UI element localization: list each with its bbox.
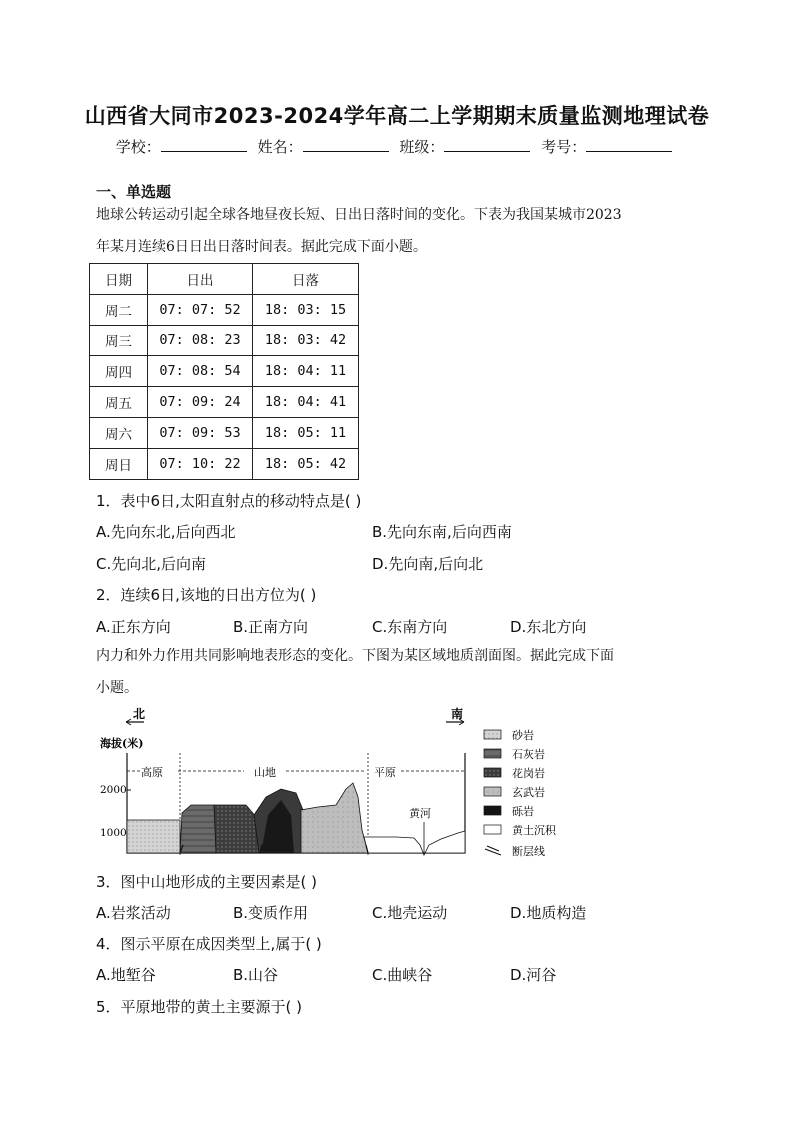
cell-sunset: 18: 04: 11 bbox=[253, 356, 359, 387]
q4-option-b[interactable]: B.山谷 bbox=[233, 966, 279, 984]
table-row bbox=[90, 294, 359, 325]
south-label: 南 bbox=[451, 707, 464, 721]
student-info-line bbox=[0, 136, 794, 157]
mountain-granite-block bbox=[214, 805, 261, 853]
cell-day: 周日 bbox=[90, 448, 148, 479]
intro-2-line-2: 小题。 bbox=[96, 680, 138, 696]
legend-granite: 花岗岩 bbox=[512, 767, 545, 780]
cell-day: 周四 bbox=[90, 356, 148, 387]
page-title: 山西省大同市2023-2024学年高二上学期期末质量监测地理试卷 bbox=[84, 104, 710, 128]
school-label: 学校： bbox=[115, 138, 161, 156]
q2-option-c[interactable]: C.东南方向 bbox=[372, 618, 448, 636]
q4-option-d[interactable]: D.河谷 bbox=[510, 966, 557, 984]
name-label: 姓名： bbox=[257, 138, 303, 156]
cell-day: 周六 bbox=[90, 417, 148, 448]
question-4-stem: 4．图示平原在成因类型上,属于( ) bbox=[96, 935, 322, 953]
q3-option-c[interactable]: C.地壳运动 bbox=[372, 904, 448, 922]
question-3-stem: 3．图中山地形成的主要因素是( ) bbox=[96, 873, 318, 891]
q1-option-d[interactable]: D.先向南,后向北 bbox=[372, 555, 484, 573]
table-row bbox=[90, 417, 359, 448]
cell-sunset: 18: 04: 41 bbox=[253, 387, 359, 418]
intro-1-line-2: 年某月连续6日日出日落时间表。据此完成下面小题。 bbox=[96, 239, 427, 255]
cell-sunset: 18: 03: 42 bbox=[253, 325, 359, 356]
class-label: 班级： bbox=[399, 138, 445, 156]
q1-option-b[interactable]: B.先向东南,后向西南 bbox=[372, 523, 512, 541]
intro-2-line-1: 内力和外力作用共同影响地表形态的变化。下图为某区域地质剖面图。据此完成下面 bbox=[96, 648, 614, 664]
header-date: 日期 bbox=[90, 264, 148, 295]
loess-plain bbox=[364, 831, 465, 855]
q2-option-b[interactable]: B.正南方向 bbox=[233, 618, 309, 636]
q4-option-c[interactable]: C.曲峡谷 bbox=[372, 966, 433, 984]
table-row bbox=[90, 448, 359, 479]
north-label: 北 bbox=[133, 707, 146, 721]
q1-option-c[interactable]: C.先向北,后向南 bbox=[96, 555, 207, 573]
cell-sunrise: 07: 07: 52 bbox=[148, 294, 253, 325]
table-row bbox=[90, 325, 359, 356]
legend-conglomerate: 砾岩 bbox=[512, 805, 534, 818]
table-header-row bbox=[90, 264, 359, 295]
legend-basalt: 玄武岩 bbox=[512, 786, 545, 799]
geology-cross-section bbox=[96, 705, 566, 865]
cell-day: 周三 bbox=[90, 325, 148, 356]
intro-paragraph-1 bbox=[96, 199, 704, 263]
class-blank[interactable] bbox=[444, 137, 530, 152]
zone-mountain-label: 山地 bbox=[254, 766, 276, 779]
legend-fault-line: 断层线 bbox=[512, 845, 545, 858]
question-2-stem: 2．连续6日,该地的日出方位为( ) bbox=[96, 586, 317, 604]
legend-sandstone: 砂岩 bbox=[512, 729, 534, 742]
zone-plateau-label: 高原 bbox=[141, 766, 163, 779]
cell-sunrise: 07: 10: 22 bbox=[148, 448, 253, 479]
sunrise-sunset-table bbox=[89, 263, 359, 480]
cell-sunset: 18: 05: 11 bbox=[253, 417, 359, 448]
cell-sunset: 18: 03: 15 bbox=[253, 294, 359, 325]
plateau-sandstone bbox=[127, 820, 180, 853]
q3-option-b[interactable]: B.变质作用 bbox=[233, 904, 309, 922]
name-blank[interactable] bbox=[303, 137, 389, 152]
header-sunrise: 日出 bbox=[148, 264, 253, 295]
cell-sunrise: 07: 09: 24 bbox=[148, 387, 253, 418]
mountain-limestone-block bbox=[180, 805, 218, 853]
mountain-basalt bbox=[301, 783, 368, 853]
yellow-river-label: 黄河 bbox=[409, 807, 431, 820]
header-sunset: 日落 bbox=[253, 264, 359, 295]
zone-plain-label: 平原 bbox=[374, 766, 396, 779]
number-blank[interactable] bbox=[586, 137, 672, 152]
intro-paragraph-2 bbox=[96, 640, 704, 704]
cell-sunrise: 07: 08: 23 bbox=[148, 325, 253, 356]
figure-legend bbox=[484, 728, 557, 858]
question-1-stem: 1．表中6日,太阳直射点的移动特点是( ) bbox=[96, 492, 362, 510]
table-row bbox=[90, 356, 359, 387]
q2-option-d[interactable]: D.东北方向 bbox=[510, 618, 587, 636]
cell-day: 周五 bbox=[90, 387, 148, 418]
section-heading: 一、单选题 bbox=[96, 183, 172, 201]
legend-limestone: 石灰岩 bbox=[512, 748, 545, 761]
intro-1-line-1: 地球公转运动引起全球各地昼夜长短、日出日落时间的变化。下表为我国某城市2023 bbox=[96, 207, 622, 223]
y-tick-2000: 2000 bbox=[100, 784, 127, 796]
cell-sunset: 18: 05: 42 bbox=[253, 448, 359, 479]
q2-option-a[interactable]: A.正东方向 bbox=[96, 618, 171, 636]
number-label: 考号： bbox=[541, 138, 587, 156]
y-tick-1000: 1000 bbox=[100, 827, 127, 839]
q4-option-a[interactable]: A.地堑谷 bbox=[96, 966, 156, 984]
q3-option-a[interactable]: A.岩浆活动 bbox=[96, 904, 171, 922]
cell-sunrise: 07: 09: 53 bbox=[148, 417, 253, 448]
cell-day: 周二 bbox=[90, 294, 148, 325]
q1-option-a[interactable]: A.先向东北,后向西北 bbox=[96, 523, 236, 541]
school-blank[interactable] bbox=[161, 137, 247, 152]
question-5-stem: 5．平原地带的黄土主要源于( ) bbox=[96, 998, 303, 1016]
legend-loess: 黄土沉积 bbox=[512, 824, 556, 837]
q3-option-d[interactable]: D.地质构造 bbox=[510, 904, 587, 922]
cell-sunrise: 07: 08: 54 bbox=[148, 356, 253, 387]
elevation-axis-label: 海拔(米) bbox=[100, 737, 144, 750]
table-row bbox=[90, 387, 359, 418]
